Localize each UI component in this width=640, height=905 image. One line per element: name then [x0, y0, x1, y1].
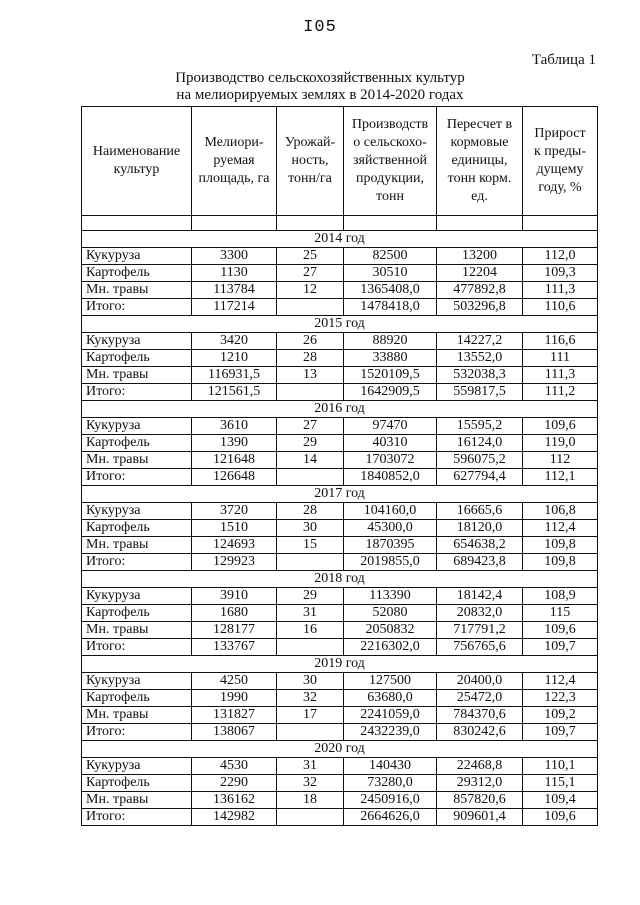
- cell-irrigated-area: 4530: [192, 758, 277, 775]
- cell-irrigated-area: 2290: [192, 775, 277, 792]
- cell-irrigated-area: 1210: [192, 350, 277, 367]
- table-row: [82, 248, 598, 265]
- cell-production: 127500: [344, 673, 437, 690]
- cell-feed-units: 18142,4: [437, 588, 523, 605]
- column-header-production: [344, 107, 437, 216]
- cell-yield: 30: [277, 673, 344, 690]
- cell-crop-name: Итого:: [82, 809, 192, 826]
- column-header-line: Наименование: [92, 144, 181, 159]
- cell-feed-units: 477892,8: [437, 282, 523, 299]
- cell-crop-name: Картофель: [82, 435, 192, 452]
- cell-yield: [277, 384, 344, 401]
- cell-feed-units: 14227,2: [437, 333, 523, 350]
- cell-feed-units: 559817,5: [437, 384, 523, 401]
- cell-yield: 25: [277, 248, 344, 265]
- cell-growth: 112,1: [523, 469, 598, 486]
- cell-yield: 27: [277, 418, 344, 435]
- cell-production: 1870395: [344, 537, 437, 554]
- cell-irrigated-area: 1510: [192, 520, 277, 537]
- column-header-line: кормовые: [450, 135, 509, 150]
- column-header-line: культур: [113, 162, 160, 177]
- cell-production: 2019855,0: [344, 554, 437, 571]
- table-row: [82, 537, 598, 554]
- cell-crop-name: Мн. травы: [82, 367, 192, 384]
- cell-feed-units: 12204: [437, 265, 523, 282]
- column-header-line: дущему: [536, 162, 584, 177]
- cell-production: 1365408,0: [344, 282, 437, 299]
- table-row: [82, 605, 598, 622]
- table-row: [82, 469, 598, 486]
- cell-production: 97470: [344, 418, 437, 435]
- cell-growth: 111,3: [523, 282, 598, 299]
- cell-crop-name: Картофель: [82, 605, 192, 622]
- table-row: [82, 554, 598, 571]
- cell-irrigated-area: 3610: [192, 418, 277, 435]
- cell-feed-units: 25472,0: [437, 690, 523, 707]
- cell-feed-units: 830242,6: [437, 724, 523, 741]
- year-label: 2019 год: [82, 656, 598, 673]
- cell-production: 140430: [344, 758, 437, 775]
- table-row: [82, 384, 598, 401]
- cell-irrigated-area: 129923: [192, 554, 277, 571]
- table-label: Таблица 1: [531, 52, 596, 68]
- cell-feed-units: 909601,4: [437, 809, 523, 826]
- cell-irrigated-area: 142982: [192, 809, 277, 826]
- year-row: [82, 741, 598, 758]
- cell-irrigated-area: 117214: [192, 299, 277, 316]
- cell-production: 2432239,0: [344, 724, 437, 741]
- title-line-1: Производство сельскохозяйственных культур: [175, 70, 465, 86]
- cell-production: 88920: [344, 333, 437, 350]
- year-label: 2017 год: [82, 486, 598, 503]
- cell-feed-units: 16124,0: [437, 435, 523, 452]
- cell-feed-units: 13200: [437, 248, 523, 265]
- cell-growth: 111,3: [523, 367, 598, 384]
- cell-crop-name: Итого:: [82, 554, 192, 571]
- cell-crop-name: Итого:: [82, 639, 192, 656]
- cell-crop-name: Картофель: [82, 520, 192, 537]
- cell-crop-name: Кукуруза: [82, 673, 192, 690]
- cell-yield: 15: [277, 537, 344, 554]
- column-header-yield: [277, 107, 344, 216]
- cell-yield: [277, 469, 344, 486]
- year-row: [82, 571, 598, 588]
- cell-growth: 108,9: [523, 588, 598, 605]
- spacer-cell: [277, 216, 344, 231]
- cell-crop-name: Итого:: [82, 469, 192, 486]
- cell-feed-units: 627794,4: [437, 469, 523, 486]
- cell-yield: [277, 554, 344, 571]
- cell-feed-units: 16665,6: [437, 503, 523, 520]
- cell-production: 2216302,0: [344, 639, 437, 656]
- cell-growth: 109,6: [523, 622, 598, 639]
- table-row: [82, 792, 598, 809]
- year-label: 2016 год: [82, 401, 598, 418]
- column-header-line: тонн корм.: [447, 171, 512, 186]
- cell-production: 2450916,0: [344, 792, 437, 809]
- cell-irrigated-area: 138067: [192, 724, 277, 741]
- column-header-line: о сельскохо-: [353, 135, 427, 150]
- cell-growth: 111: [523, 350, 598, 367]
- spacer-cell: [82, 216, 192, 231]
- table-row: [82, 435, 598, 452]
- cell-yield: [277, 639, 344, 656]
- column-header-line: к преды-: [533, 144, 586, 159]
- cell-production: 52080: [344, 605, 437, 622]
- page-number: I05: [303, 18, 337, 37]
- cell-yield: 12: [277, 282, 344, 299]
- cell-crop-name: Мн. травы: [82, 282, 192, 299]
- year-row: [82, 401, 598, 418]
- cell-growth: 109,8: [523, 537, 598, 554]
- cell-irrigated-area: 3910: [192, 588, 277, 605]
- cell-production: 1520109,5: [344, 367, 437, 384]
- cell-growth: 109,4: [523, 792, 598, 809]
- cell-feed-units: 532038,3: [437, 367, 523, 384]
- cell-feed-units: 29312,0: [437, 775, 523, 792]
- cell-feed-units: 689423,8: [437, 554, 523, 571]
- table-body: [82, 216, 598, 826]
- table-row: [82, 673, 598, 690]
- cell-crop-name: Мн. травы: [82, 707, 192, 724]
- cell-irrigated-area: 3300: [192, 248, 277, 265]
- cell-yield: 18: [277, 792, 344, 809]
- column-header-line: тонн: [376, 189, 404, 204]
- cell-growth: 122,3: [523, 690, 598, 707]
- cell-growth: 110,6: [523, 299, 598, 316]
- cell-growth: 109,8: [523, 554, 598, 571]
- cell-crop-name: Кукуруза: [82, 418, 192, 435]
- table-row: [82, 265, 598, 282]
- cell-growth: 112,4: [523, 520, 598, 537]
- cell-crop-name: Мн. травы: [82, 537, 192, 554]
- cell-crop-name: Кукуруза: [82, 588, 192, 605]
- cell-irrigated-area: 1390: [192, 435, 277, 452]
- table-row: [82, 622, 598, 639]
- cell-production: 2664626,0: [344, 809, 437, 826]
- cell-yield: 32: [277, 690, 344, 707]
- cell-crop-name: Кукуруза: [82, 758, 192, 775]
- cell-production: 45300,0: [344, 520, 437, 537]
- table-row: [82, 639, 598, 656]
- cell-yield: 13: [277, 367, 344, 384]
- cell-growth: 115,1: [523, 775, 598, 792]
- cell-crop-name: Картофель: [82, 775, 192, 792]
- cell-feed-units: 503296,8: [437, 299, 523, 316]
- cell-feed-units: 756765,6: [437, 639, 523, 656]
- cell-growth: 112,0: [523, 248, 598, 265]
- cell-crop-name: Кукуруза: [82, 333, 192, 350]
- cell-irrigated-area: 4250: [192, 673, 277, 690]
- cell-yield: 30: [277, 520, 344, 537]
- cell-production: 1840852,0: [344, 469, 437, 486]
- cell-feed-units: 20832,0: [437, 605, 523, 622]
- cell-production: 82500: [344, 248, 437, 265]
- cell-production: 30510: [344, 265, 437, 282]
- year-row: [82, 316, 598, 333]
- column-header-feed-units: [437, 107, 523, 216]
- year-label: 2018 год: [82, 571, 598, 588]
- cell-yield: [277, 809, 344, 826]
- cell-production: 2241059,0: [344, 707, 437, 724]
- column-header-line: руемая: [213, 153, 255, 168]
- cell-growth: 109,7: [523, 724, 598, 741]
- table-row: [82, 452, 598, 469]
- cell-feed-units: 784370,6: [437, 707, 523, 724]
- cell-growth: 115: [523, 605, 598, 622]
- cell-feed-units: 596075,2: [437, 452, 523, 469]
- cell-irrigated-area: 133767: [192, 639, 277, 656]
- spacer-cell: [344, 216, 437, 231]
- cell-growth: 110,1: [523, 758, 598, 775]
- table-row: [82, 282, 598, 299]
- cell-production: 1478418,0: [344, 299, 437, 316]
- column-header-line: Урожай-: [284, 135, 336, 150]
- cell-irrigated-area: 136162: [192, 792, 277, 809]
- spacer-cell: [192, 216, 277, 231]
- table-row: [82, 503, 598, 520]
- cell-crop-name: Картофель: [82, 265, 192, 282]
- title-line-2: на мелиорируемых землях в 2014-2020 годах: [176, 87, 464, 103]
- table-header: [82, 107, 598, 216]
- spacer-cell: [523, 216, 598, 231]
- column-header-line: Пересчет в: [446, 117, 513, 132]
- cell-yield: 31: [277, 605, 344, 622]
- cell-growth: 109,6: [523, 418, 598, 435]
- cell-growth: 111,2: [523, 384, 598, 401]
- cell-production: 1642909,5: [344, 384, 437, 401]
- cell-irrigated-area: 3420: [192, 333, 277, 350]
- year-row: [82, 656, 598, 673]
- cell-yield: 26: [277, 333, 344, 350]
- production-table: [81, 106, 598, 826]
- cell-yield: 17: [277, 707, 344, 724]
- cell-crop-name: Картофель: [82, 690, 192, 707]
- cell-production: 1703072: [344, 452, 437, 469]
- cell-crop-name: Картофель: [82, 350, 192, 367]
- column-header-line: продукции,: [356, 171, 424, 186]
- column-header-line: Мелиори-: [204, 135, 264, 150]
- table-row: [82, 690, 598, 707]
- cell-yield: 27: [277, 265, 344, 282]
- column-header-irrigated-area: [192, 107, 277, 216]
- table-row: [82, 809, 598, 826]
- cell-irrigated-area: 124693: [192, 537, 277, 554]
- cell-irrigated-area: 116931,5: [192, 367, 277, 384]
- table-row: [82, 724, 598, 741]
- cell-feed-units: 654638,2: [437, 537, 523, 554]
- table-title: [0, 70, 640, 104]
- table-row: [82, 707, 598, 724]
- cell-growth: 112,4: [523, 673, 598, 690]
- cell-growth: 109,6: [523, 809, 598, 826]
- cell-crop-name: Мн. травы: [82, 452, 192, 469]
- year-label: 2015 год: [82, 316, 598, 333]
- cell-feed-units: 22468,8: [437, 758, 523, 775]
- table-row: [82, 520, 598, 537]
- cell-irrigated-area: 1680: [192, 605, 277, 622]
- cell-growth: 106,8: [523, 503, 598, 520]
- cell-crop-name: Итого:: [82, 384, 192, 401]
- cell-production: 104160,0: [344, 503, 437, 520]
- cell-yield: 16: [277, 622, 344, 639]
- cell-feed-units: 15595,2: [437, 418, 523, 435]
- cell-growth: 109,7: [523, 639, 598, 656]
- cell-growth: 112: [523, 452, 598, 469]
- cell-irrigated-area: 113784: [192, 282, 277, 299]
- table-row: [82, 333, 598, 350]
- cell-yield: [277, 724, 344, 741]
- column-header-crop-name: [82, 107, 192, 216]
- year-label: 2020 год: [82, 741, 598, 758]
- cell-production: 40310: [344, 435, 437, 452]
- table-row: [82, 367, 598, 384]
- cell-crop-name: Итого:: [82, 724, 192, 741]
- cell-yield: [277, 299, 344, 316]
- column-header-line: ед.: [471, 189, 488, 204]
- cell-growth: 109,3: [523, 265, 598, 282]
- table-row: [82, 588, 598, 605]
- cell-crop-name: Мн. травы: [82, 792, 192, 809]
- cell-production: 73280,0: [344, 775, 437, 792]
- table-row: [82, 418, 598, 435]
- cell-growth: 116,6: [523, 333, 598, 350]
- cell-crop-name: Кукуруза: [82, 248, 192, 265]
- cell-feed-units: 717791,2: [437, 622, 523, 639]
- cell-irrigated-area: 1990: [192, 690, 277, 707]
- cell-yield: 28: [277, 350, 344, 367]
- cell-irrigated-area: 1130: [192, 265, 277, 282]
- cell-yield: 14: [277, 452, 344, 469]
- column-header-growth: [523, 107, 598, 216]
- cell-irrigated-area: 3720: [192, 503, 277, 520]
- table-row: [82, 299, 598, 316]
- table-row: [82, 350, 598, 367]
- cell-feed-units: 857820,6: [437, 792, 523, 809]
- year-label: 2014 год: [82, 231, 598, 248]
- cell-irrigated-area: 131827: [192, 707, 277, 724]
- cell-growth: 109,2: [523, 707, 598, 724]
- column-header-line: площадь, га: [198, 171, 270, 186]
- cell-production: 33880: [344, 350, 437, 367]
- header-row: [82, 107, 598, 216]
- cell-production: 63680,0: [344, 690, 437, 707]
- cell-feed-units: 18120,0: [437, 520, 523, 537]
- cell-growth: 119,0: [523, 435, 598, 452]
- cell-yield: 29: [277, 588, 344, 605]
- cell-yield: 32: [277, 775, 344, 792]
- cell-irrigated-area: 126648: [192, 469, 277, 486]
- cell-production: 2050832: [344, 622, 437, 639]
- cell-irrigated-area: 121648: [192, 452, 277, 469]
- column-header-line: году, %: [538, 180, 582, 195]
- year-row: [82, 486, 598, 503]
- header-spacer-row: [82, 216, 598, 231]
- table-row: [82, 758, 598, 775]
- cell-yield: 31: [277, 758, 344, 775]
- column-header-line: ность,: [291, 153, 329, 168]
- cell-crop-name: Кукуруза: [82, 503, 192, 520]
- spacer-cell: [437, 216, 523, 231]
- cell-feed-units: 20400,0: [437, 673, 523, 690]
- cell-yield: 28: [277, 503, 344, 520]
- column-header-line: Прирост: [534, 126, 586, 141]
- cell-yield: 29: [277, 435, 344, 452]
- cell-crop-name: Мн. травы: [82, 622, 192, 639]
- year-row: [82, 231, 598, 248]
- column-header-line: тонн/га: [288, 171, 332, 186]
- column-header-line: Производств: [351, 117, 429, 132]
- cell-crop-name: Итого:: [82, 299, 192, 316]
- table-row: [82, 775, 598, 792]
- cell-feed-units: 13552,0: [437, 350, 523, 367]
- column-header-line: единицы,: [451, 153, 508, 168]
- cell-production: 113390: [344, 588, 437, 605]
- cell-irrigated-area: 121561,5: [192, 384, 277, 401]
- cell-irrigated-area: 128177: [192, 622, 277, 639]
- column-header-line: зяйственной: [352, 153, 427, 168]
